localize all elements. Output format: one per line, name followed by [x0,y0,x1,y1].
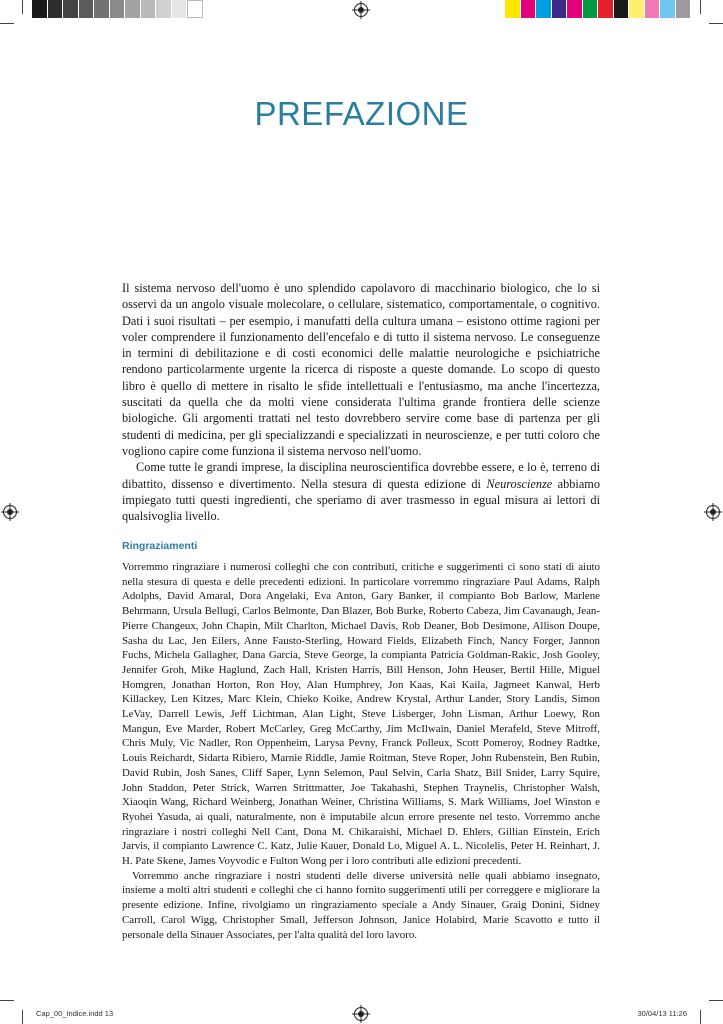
color-swatch [32,0,48,18]
color-swatch [521,0,537,18]
color-swatch [614,0,630,18]
registration-mark-icon [706,505,720,519]
registration-mark-icon [354,3,368,17]
color-swatch [141,0,157,18]
color-swatch [63,0,79,18]
crop-mark [22,1010,23,1024]
crop-mark [0,23,14,24]
preface-body [122,280,600,524]
footer-timestamp: 30/04/13 11:26 [637,1009,687,1018]
preface-text: Come tutte le grandi imprese, la disciplina neuroscientifica dovrebbe essere, e lo è, terreno di dibattito, dissenso e divertimento. Nella stesura di questa edizione di [122,460,600,491]
page-title: PREFAZIONE [254,95,469,132]
registration-mark-icon [354,1007,368,1021]
acknowledgements-paragraph: Vorremmo anche ringraziare i nostri studenti delle diverse università nelle quali abbiamo insegnato, insieme a molti altri studenti e colleghi che ci hanno fornito suggerimenti utili per correggere e migliorare la presente edizione. Infine, rivolgiamo un ringraziamento speciale a Andy Sinauer, Graig Donini, Sidney Carroll, Carol Wigg, Christopher Small, Jefferson Johnson, Janice Holabird, Marie Scavotto e tutto il personale della Sinauer Associates, per l'alta qualità del loro lavoro. [122,869,600,941]
color-swatch [48,0,64,18]
book-title: Neuroscienze [486,476,553,491]
color-swatch [110,0,126,18]
color-swatch [505,0,521,18]
color-swatch [125,0,141,18]
grey-calibration-bar [32,0,203,18]
preface-paragraph [122,459,600,524]
registration-mark-icon [3,505,17,519]
color-swatch [156,0,172,18]
color-swatch [552,0,568,18]
color-swatch [172,0,188,18]
crop-mark [22,0,23,14]
color-swatch [660,0,676,18]
color-swatch [79,0,95,18]
color-swatch [567,0,583,18]
acknowledgements-paragraph: Vorremmo ringraziare i numerosi colleghi che con contributi, critiche e suggerimenti ci sono stati di aiuto nella stesura di questa e delle precedenti edizioni. In particolare vorremmo ringraziare Paul Adams, Ralph Adolphs, David Amaral, Dora Angelaki, Eva Anton, Gary Banker, il compianto Bob Barlow, Marlene Behrmann, Ursula Bellugi, Carlos Belmonte, Dan Blazer, Bob Burke, Roberto Cabeza, Jim Cavanaugh, Jean-Pierre Changeux, John Chapin, Milt Charlton, Michael Davis, Rob Deaner, Bob Desimone, Allison Doupe, Sasha du Lac, Jen Eilers, Anne Fausto-Sterling, Howard Fields, Elizabeth Finch, Nancy Forger, Jannon Fuchs, Michela Gallagher, Dana Garcia, Steve George, la compianta Patricia Goldman-Rakic, Josh Gooley, Jennifer Groh, Mike Haglund, Zach Hall, Kristen Harris, Bill Henson, John Heuser, Bertil Hille, Miguel Homgren, Jonathan Horton, Ron Hoy, Alan Humphrey, Jon Kaas, Kai Kaila, Jagmeet Kanwal, Herb Killackey, Len Kitzes, Marc Klein, Chieko Koike, Andrew Krystal, Arthur Lander, Story Landis, Simon LeVay, Darrell Lewis, Jeff Lichtman, Alan Light, Steve Lisberger, John Lisman, Arthur Loewy, Ron Mangun, Eve Marder, Robert McCarley, Greg McCarthy, Jim McIlwain, Daniel Merafeld, Steve Mitroff, Chris Muly, Vic Nadler, Ron Oppenheim, Larysa Pevny, Franck Polleux, Scott Pomeroy, Rodney Radtke, Louis Reichardt, Sidarta Ribiero, Marnie Riddle, Jamie Roitman, Steve Roper, John Rubenstein, Ben Rubin, David Rubin, Josh Sanes, Cliff Saper, Lynn Selemon, Paul Selvin, Carla Shatz, Bill Snider, Larry Squire, John Staddon, Peter Strick, Warren Strittmatter, Joe Takahashi, Stephen Traynelis, Christopher Walsh, Xiaoqin Wang, Richard Weinberg, Jonathan Weiner, Christina Williams, S. Mark Williams, Joel Winston e Ryohei Yasuda, ai quali, naturalmente, non è imputabile alcun errore presente nel testo. Vorremmo anche ringraziare i nostri colleghi Nell Cant, Dona M. Chikaraishi, Michael D. Ehlers, Gillian Einstein, Erich Jarvis, il compianto Lawrence C. Katz, Julie Kauer, Donald Lo, Miguel A. L. Nicolelis, Peter H. Reinhart, J. H. Pate Skene, James Voyvodic e Fulton Wong per i loro contributi alle edizioni precedenti. [122,561,600,868]
color-calibration-bar [505,0,691,18]
color-swatch [645,0,661,18]
section-heading: Ringraziamenti [122,540,198,552]
acknowledgements-body [122,560,600,942]
color-swatch [629,0,645,18]
footer-filename: Cap_00_Indice.indd 13 [36,1009,114,1018]
color-swatch [94,0,110,18]
color-swatch [598,0,614,18]
color-swatch [187,0,203,18]
crop-mark [700,1010,701,1024]
crop-mark [709,23,723,24]
crop-mark [709,1000,723,1001]
crop-mark [0,1000,14,1001]
preface-paragraph: Il sistema nervoso dell'uomo è uno splendido capolavoro di macchinario biologico, che lo si osservi da un angolo visuale molecolare, o cellulare, sistematico, comportamentale, o cognitivo. Dati i suoi risultati – per esempio, i manufatti della cultura umana – esistono ottime ragioni per voler comprendere il funzionamento dell'encefalo e di tutto il sistema nervoso. Le conseguenze in termini di debilitazione e di costi economici delle malattie neurologiche e psichiatriche rendono particolarmente urgente la ricerca di risposte a queste domande. Lo scopo di questo libro è quello di mettere in risalto le sfide intellettuali e l'entusiasmo, ma anche l'incertezza, suscitati da quella che da molti viene considerata l'ultima grande frontiera delle scienze biologiche. Gli argomenti trattati nel testo dovrebbero servire come base di partenza per gli studenti di medicina, per gli specializzandi e specializzati in neuroscienze, e per tutti coloro che vogliono capire come funziona il sistema nervoso nell'uomo. [122,281,600,458]
preface-text: abbiamo impiegato tutti questi ingredienti, che speriamo di aver trasmesso in egual misura ai lettori di qualsivoglia livello. [122,476,600,524]
crop-mark [700,0,701,14]
color-swatch [676,0,692,18]
color-swatch [536,0,552,18]
color-swatch [583,0,599,18]
